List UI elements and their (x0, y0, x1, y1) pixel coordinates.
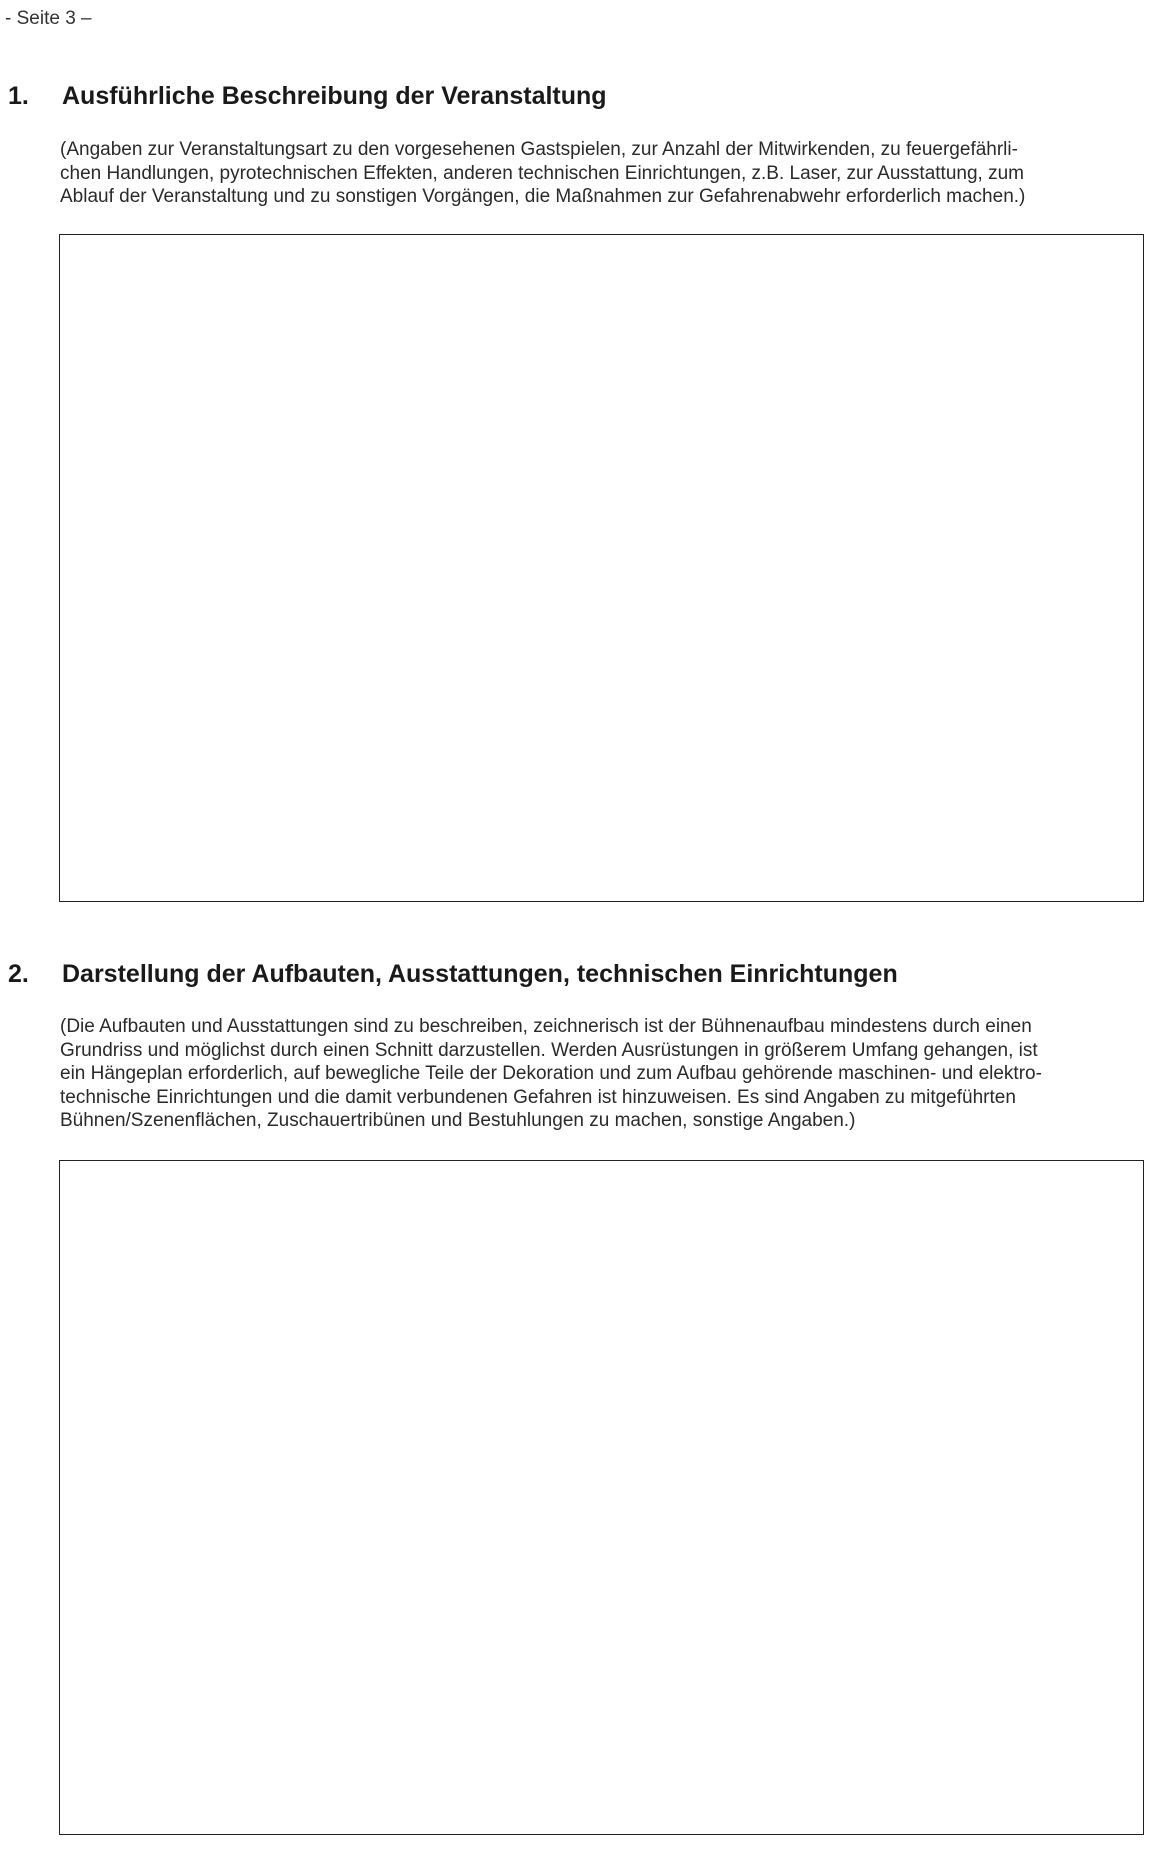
section-1-title: Ausführliche Beschreibung der Veranstaltung (62, 82, 607, 110)
section-2-description-line: Bühnen/Szenenflächen, Zuschauertribünen und Bestuhlungen zu machen, sonstige Angaben.) (60, 1110, 856, 1131)
section-1-description-line: Ablauf der Veranstaltung und zu sonstigen Vorgängen, die Maßnahmen zur Gefahrenabwehr erforderlich machen.) (60, 186, 1026, 207)
section-1-description-line: chen Handlungen, pyrotechnischen Effekten, anderen technischen Einrichtungen, z.B. Laser, zur Ausstattung, zum (60, 162, 1024, 184)
section-2-number: 2. (8, 960, 29, 988)
section-2-answer-box[interactable] (59, 1160, 1144, 1835)
section-2-description-line: (Die Aufbauten und Ausstattungen sind zu beschreiben, zeichnerisch ist der Bühnenaufbau mindestens durch einen (60, 1016, 1032, 1037)
section-2-description-line: Grundriss und möglichst durch einen Schnitt darzustellen. Werden Ausrüstungen in größerem Umfang gehangen, ist (60, 1039, 1038, 1061)
section-2-description (60, 1015, 1140, 1133)
section-2-heading (8, 960, 898, 989)
section-1-number: 1. (8, 82, 29, 110)
section-1-heading (8, 82, 607, 111)
section-2-description-line: technische Einrichtungen und die damit verbundenen Gefahren ist hinzuweisen. Es sind Angaben zu mitgeführten (60, 1086, 1016, 1108)
section-2-title: Darstellung der Aufbauten, Ausstattungen, technischen Einrichtungen (62, 960, 898, 988)
section-1-description (60, 138, 1140, 209)
page-number-label: - Seite 3 – (5, 8, 92, 29)
section-2-description-line: ein Hängeplan erforderlich, auf bewegliche Teile der Dekoration und zum Aufbau gehörende maschinen- und elektro- (60, 1063, 1042, 1084)
section-1-description-line: (Angaben zur Veranstaltungsart zu den vorgesehenen Gastspielen, zur Anzahl der Mitwirkenden, zu feuergefährli- (60, 139, 1018, 160)
section-1-answer-box[interactable] (59, 234, 1144, 902)
